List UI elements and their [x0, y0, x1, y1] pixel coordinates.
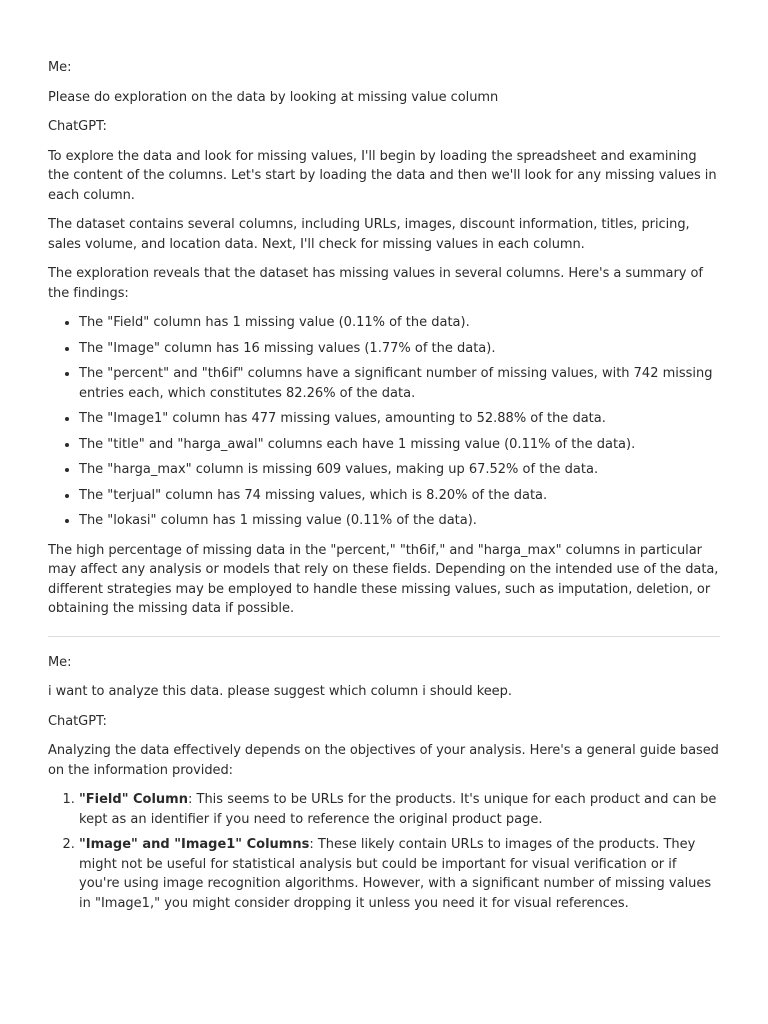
exchange-2: [48, 653, 720, 914]
assistant-label: ChatGPT:: [48, 119, 107, 134]
user-message: i want to analyze this data. please suggest which column i should keep.: [48, 684, 512, 699]
list-item: • The "harga_max" column is missing 609 values, making up 67.52% of the data.: [79, 460, 720, 480]
item-heading: "Image" and "Image1" Columns: [79, 837, 310, 852]
list-item: • The "lokasi" column has 1 missing value (0.11% of the data).: [79, 511, 720, 531]
list-item: • The "percent" and "th6if" columns have a significant number of missing values, with 742 missing entries each, which constitutes 82.26% of the data.: [79, 364, 720, 403]
assistant-paragraph: To explore the data and look for missing values, I'll begin by loading the spreadsheet and examining the content of the columns. Let's start by loading the data and then we'll look for any missing values in each column.: [48, 148, 717, 203]
list-item: [79, 835, 720, 913]
item-text: : This seems to be URLs for the products. It's unique for each product and can be kept as an identifier if you need to reference the original product page.: [79, 792, 717, 827]
list-item: • The "Image1" column has 477 missing values, amounting to 52.88% of the data.: [79, 409, 720, 429]
assistant-paragraph: The high percentage of missing data in the "percent," "th6if," and "harga_max" columns in particular may affect any analysis or models that rely on these fields. Depending on the intended use of the data, different strategies may be employed to handle these missing values, such as imputation, deletion, or obtaining the missing data if possible.: [48, 542, 719, 616]
user-label: Me:: [48, 654, 72, 670]
column-suggestions-list: [48, 790, 720, 913]
list-item: • The "terjual" column has 74 missing values, which is 8.20% of the data.: [79, 486, 720, 506]
user-message: Please do exploration on the data by looking at missing value column: [48, 89, 499, 105]
assistant-paragraph: The exploration reveals that the dataset has missing values in several columns. Here's a summary of the findings:: [48, 266, 703, 301]
exchange-1: [48, 58, 720, 619]
list-item: • The "Field" column has 1 missing value (0.11% of the data).: [79, 313, 720, 333]
list-item: [79, 790, 720, 829]
item-heading: "Field" Column: [79, 792, 188, 807]
assistant-paragraph: Analyzing the data effectively depends on the objectives of your analysis. Here's a general guide based on the information provided:: [48, 743, 719, 778]
assistant-label: ChatGPT:: [48, 713, 107, 729]
assistant-paragraph: The dataset contains several columns, including URLs, images, discount information, titles, pricing, sales volume, and location data. Next, I'll check for missing values in each column.: [48, 217, 690, 252]
missing-values-list: [48, 313, 720, 531]
exchange-divider: [48, 636, 720, 637]
user-label: Me:: [48, 60, 72, 75]
list-item: • The "Image" column has 16 missing values (1.77% of the data).: [79, 339, 720, 359]
list-item: • The "title" and "harga_awal" columns each have 1 missing value (0.11% of the data).: [79, 435, 720, 455]
item-text: : These likely contain URLs to images of the products. They might not be useful for statistical analysis but could be important for visual verification or if you're using image recognition algorithms. However, with a significant number of missing values in "Image1," you might consider dropping it unless you need it for visual references.: [79, 837, 712, 911]
